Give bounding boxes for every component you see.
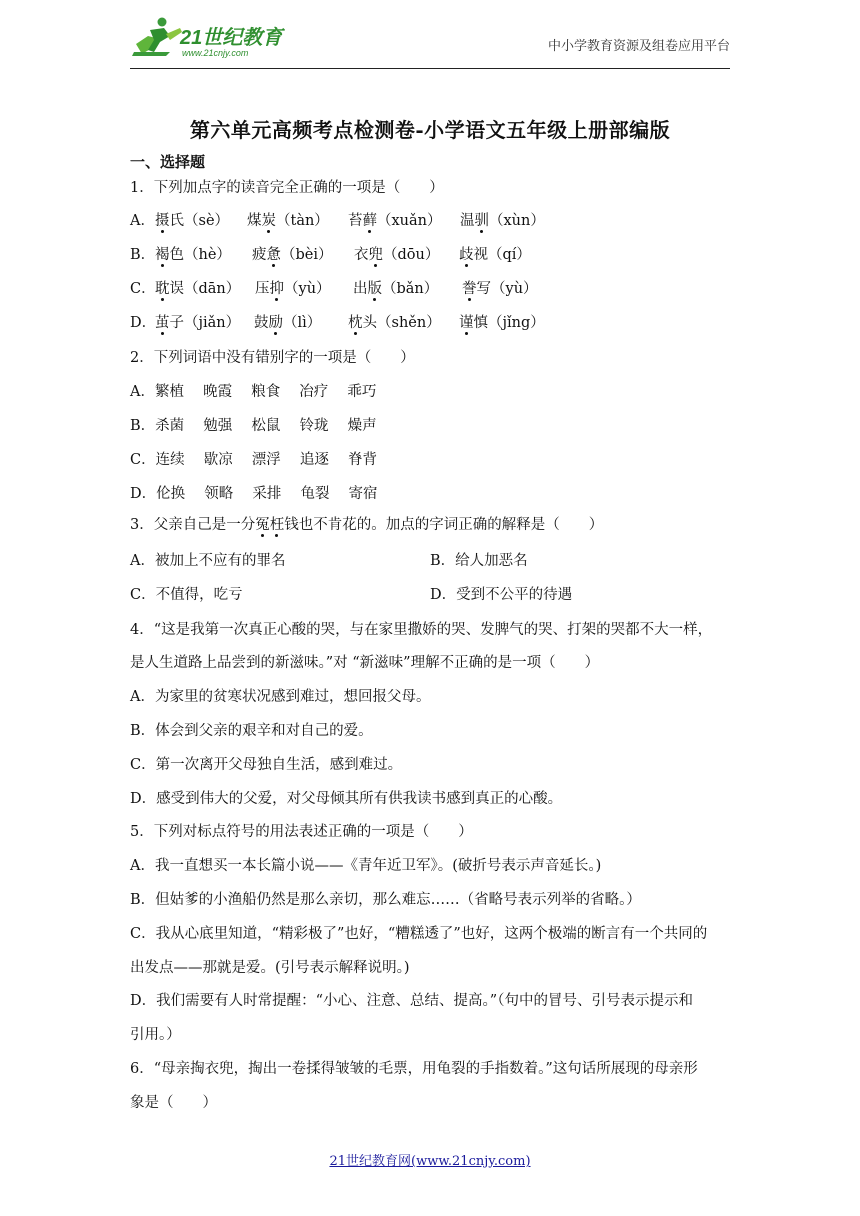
q1-c-item-4: 誊写（yù） <box>462 281 538 297</box>
q5-option-c-line-2[interactable]: 出发点——那就是爱。(引号表示解释说明。) <box>130 960 410 976</box>
q3-option-d[interactable]: D．受到不公平的待遇 <box>430 587 573 603</box>
q4-option-c[interactable]: C．第一次离开父母独自生活，感到难过。 <box>130 757 403 773</box>
q4-option-d[interactable]: D．感受到伟大的父爱，对父母倾其所有供我读书感到真正的心酸。 <box>130 791 563 807</box>
svg-text:www.21cnjy.com: www.21cnjy.com <box>182 48 249 58</box>
q1-b-item-1: 褐色（hè） <box>155 247 231 263</box>
runner-icon <box>132 18 182 57</box>
q1-stem: 1．下列加点字的读音完全正确的一项是（ ） <box>130 180 444 196</box>
footer-link[interactable]: 21世纪教育网(www.21cnjy.com) <box>329 1154 531 1169</box>
q5-option-d-line-1[interactable]: D．我们需要有人时常提醒：“小心、注意、总结、提高。”（句中的冒号、引号表示提示和 <box>130 993 693 1009</box>
q1-option-b[interactable]: B． 褐色（hè） 疲惫（bèi） 衣兜（dōu） 歧视（qí） <box>130 247 531 263</box>
q6-stem-line-1: 6．“母亲掏衣兜，掏出一卷揉得皱皱的毛票，用龟裂的手指数着。”这句话所展现的母亲形 <box>130 1061 698 1077</box>
q5-option-c-line-1[interactable]: C．我从心底里知道，“精彩极了”也好，“糟糕透了”也好，这两个极端的断言有一个共同的 <box>130 926 708 942</box>
q4-stem-line-1: 4．“这是我第一次真正心酸的哭，与在家里撒娇的哭、发脾气的哭、打架的哭都不大一样， <box>130 622 713 638</box>
logo <box>130 14 300 62</box>
q2-stem: 2．下列词语中没有错别字的一项是（ ） <box>130 350 415 366</box>
q1-a-item-4: 温驯（xùn） <box>460 213 545 229</box>
q3-option-a[interactable]: A．被加上不应有的罪名 <box>130 553 286 569</box>
q1-c-item-2: 压抑（yù） <box>255 281 331 297</box>
page-title: 第六单元高频考点检测卷-小学语文五年级上册部编版 <box>189 118 671 142</box>
q2-option-d[interactable]: D．伦换 领略 采排 龟裂 寄宿 <box>130 486 378 502</box>
q1-b-item-2: 疲惫（bèi） <box>252 247 333 263</box>
section-heading: 一、选择题 <box>130 153 206 171</box>
q1-d-item-2: 鼓励（lì） <box>254 315 322 331</box>
q1-a-item-2: 煤炭（tàn） <box>247 213 329 229</box>
q2-option-a[interactable]: A．繁植 晚霞 粮食 冶疗 乖巧 <box>130 384 377 400</box>
q4-option-b[interactable]: B．体会到父亲的艰辛和对自己的爱。 <box>130 723 373 739</box>
q1-a-item-3: 苔藓（xuǎn） <box>348 213 442 229</box>
page-footer <box>0 1150 860 1169</box>
q2-option-b[interactable]: B．杀菌 勉强 松鼠 铃珑 燥声 <box>130 418 377 434</box>
q1-b-item-3: 衣兜（dōu） <box>354 247 440 263</box>
page-header <box>130 10 730 68</box>
q1-d-item-3: 枕头（shěn） <box>348 315 441 331</box>
q1-option-d[interactable]: D． 茧子（jiǎn） 鼓励（lì） 枕头（shěn） 谨慎（jǐng） <box>130 315 545 331</box>
q6-stem-line-2: 象是（ ） <box>130 1095 217 1111</box>
q3-option-c[interactable]: C．不值得，吃亏 <box>130 587 243 603</box>
q1-option-c[interactable]: C． 耽误（dān） 压抑（yù） 出版（bǎn） 誊写（yù） <box>130 281 538 297</box>
q1-d-item-1: 茧子（jiǎn） <box>155 315 241 331</box>
q1-a-item-1: 摄氏（sè） <box>155 213 230 229</box>
q5-option-b[interactable]: B．但姑爹的小渔船仍然是那么亲切，那么难忘……（省略号表示列举的省略。） <box>130 892 641 908</box>
q1-c-item-1: 耽误（dān） <box>155 281 241 297</box>
q1-d-item-4: 谨慎（jǐng） <box>459 315 545 331</box>
q3-option-b[interactable]: B．给人加恶名 <box>430 553 528 569</box>
q2-option-c[interactable]: C．连续 歇凉 漂浮 追逐 脊背 <box>130 452 378 468</box>
header-divider <box>130 68 730 69</box>
q5-option-a[interactable]: A．我一直想买一本长篇小说——《青年近卫军》。(破折号表示声音延长。) <box>130 858 602 874</box>
q5-stem: 5．下列对标点符号的用法表述正确的一项是（ ） <box>130 824 473 840</box>
q4-stem-line-2: 是人生道路上品尝到的新滋味。”对 “新滋味”理解不正确的是一项（ ） <box>130 655 600 671</box>
q5-option-d-line-2[interactable]: 引用。） <box>130 1027 181 1043</box>
q4-option-a[interactable]: A．为家里的贫寒状况感到难过，想回报父母。 <box>130 689 431 705</box>
q1-b-item-4: 歧视（qí） <box>459 247 531 263</box>
platform-name: 中小学教育资源及组卷应用平台 <box>547 39 730 54</box>
q1-c-item-3: 出版（bǎn） <box>353 281 439 297</box>
q1-option-a[interactable]: A． 摄氏（sè） 煤炭（tàn） 苔藓（xuǎn） 温驯（xùn） <box>130 213 545 229</box>
svg-text:21世纪教育: 21世纪教育 <box>180 27 283 49</box>
q3-stem: 3．父亲自己是一分冤枉钱也不肯花的。加点的字词正确的解释是（ ） <box>130 517 604 533</box>
